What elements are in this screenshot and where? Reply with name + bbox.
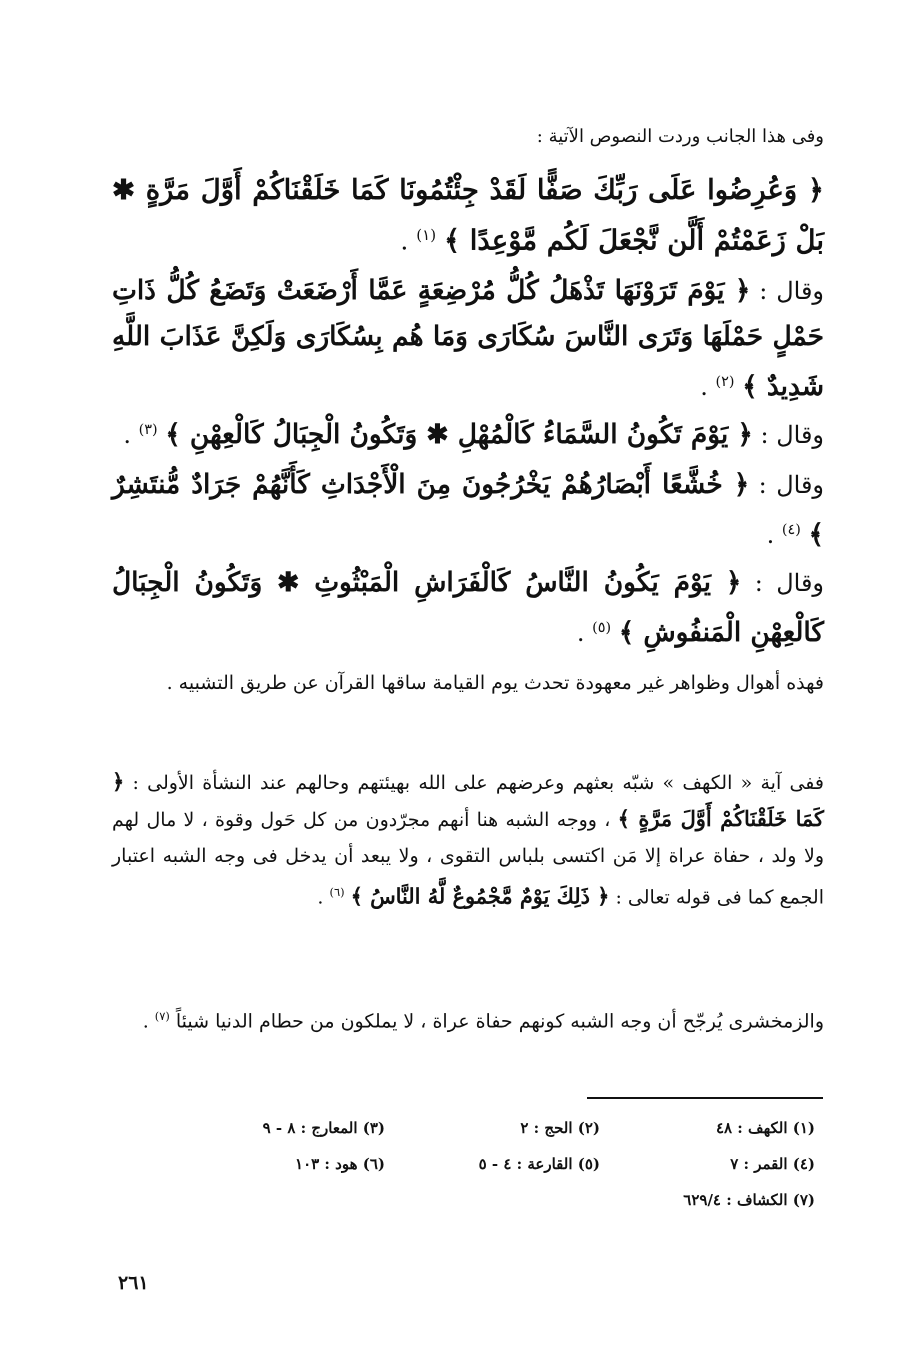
intro-line: وفى هذا الجانب وردت النصوص الآتية : bbox=[536, 126, 824, 147]
footnote-ref: (٣) bbox=[138, 422, 158, 438]
quote-tail: . bbox=[123, 421, 139, 449]
quran-verse: ﴿ يَوْمَ تَكُونُ السَّمَاءُ كَالْمُهْلِ ✱ وَتَكُونُ الْجِبَالُ كَالْعِهْنِ ﴾ bbox=[165, 419, 753, 450]
footnote-entry: (٤) القمر : ٧ bbox=[730, 1155, 815, 1173]
quote-lead: وقال : bbox=[749, 471, 825, 499]
footnote-ref: (٦) bbox=[329, 885, 345, 899]
footnote-entry bbox=[170, 1182, 385, 1218]
quote-tail: . bbox=[766, 521, 782, 549]
footnote-entry: (١) الكهف : ٤٨ bbox=[715, 1119, 815, 1137]
quote-tail: . bbox=[576, 619, 593, 647]
quote-tail: . bbox=[700, 373, 716, 401]
quote-lead: وقال : bbox=[750, 277, 825, 305]
paragraph-zamakhshari bbox=[112, 996, 824, 1041]
quote-block-2 bbox=[102, 268, 825, 410]
footnote-entry bbox=[385, 1182, 600, 1218]
quote-lead: وقال : bbox=[752, 421, 824, 449]
quote-block-1 bbox=[102, 168, 824, 263]
paragraph-text: ، ووجه الشبه هنا أنهم مجرّدون من كل حَول وقوة ، لا مال لهم ولا ولد ، حفاة عراة إلا مَن اكتسى بلباس التقوى ، ولا يبعد أن يدخل فى وجه الشبه اعتبار الجمع كما فى قوله تعالى : bbox=[105, 809, 824, 909]
footnotes bbox=[170, 1110, 815, 1218]
paragraph-kahf bbox=[104, 764, 824, 915]
footnote-entry: (٥) القارعة : ٤ - ٥ bbox=[478, 1155, 600, 1173]
footnote-ref: (٢) bbox=[715, 374, 735, 390]
paragraph-text: والزمخشرى يُرجّح أن وجه الشبه كونهم حفاة عراة ، لا يملكون من حطام الدنيا شيئاً bbox=[175, 1010, 824, 1033]
footnote-ref: (٤) bbox=[781, 522, 801, 538]
quran-verse: ﴿ يَوْمَ يَكُونُ النَّاسُ كَالْفَرَاشِ الْمَبْثُوثِ ✱ وَتَكُونُ الْجِبَالُ كَالْعِهْنِ الْمَنفُوشِ ﴾ bbox=[102, 567, 824, 648]
footnote-row bbox=[170, 1146, 815, 1182]
footnote-row bbox=[170, 1182, 815, 1218]
paragraph-text: ففى آية « الكهف » شبّه بعثهم وعرضهم على الله بهيئتهم وحالهم عند النشأة الأولى : bbox=[124, 772, 824, 794]
quran-verse: ﴿ خُشَّعًا أَبْصَارُهُمْ يَخْرُجُونَ مِنَ الْأَجْدَاثِ كَأَنَّهُمْ جَرَادٌ مُّنتَشِرٌ ﴾ bbox=[102, 469, 824, 550]
quran-verse: ﴿ يَوْمَ تَرَوْنَهَا تَذْهَلُ كُلُّ مُرْضِعَةٍ عَمَّا أَرْضَعَتْ وَتَضَعُ كُلُّ ذَاتِ حَمْلٍ حَمْلَهَا وَتَرَى النَّاسَ سُكَارَى وَمَا هُم بِسُكَارَى وَلَكِنَّ عَذَابَ اللَّهِ شَدِيدٌ ﴾ bbox=[102, 275, 824, 402]
quran-verse: ﴿ وَعُرِضُوا عَلَى رَبِّكَ صَفًّا لَقَدْ جِئْتُمُونَا كَمَا خَلَقْنَاكُمْ أَوَّلَ مَرَّةٍ ✱ بَلْ زَعَمْتُمْ أَلَّن نَّجْعَلَ لَكُم مَّوْعِدًا ﴾ bbox=[102, 174, 824, 257]
paragraph-tail: . bbox=[142, 1010, 155, 1033]
paragraph-tail: . bbox=[317, 886, 330, 909]
quote-block-4 bbox=[102, 462, 825, 558]
quote-block-5 bbox=[102, 560, 825, 656]
quran-verse: ﴿ كَمَا خَلَقْنَاكُمْ أَوَّلَ مَرَّةٍ ﴾ bbox=[104, 769, 824, 831]
page-number: ٢٦١ bbox=[118, 1272, 149, 1294]
footnote-entry: (٦) هود : ١٠٣ bbox=[295, 1155, 385, 1173]
quran-verse: ﴿ ذَلِكَ يَوْمٌ مَّجْمُوعٌ لَّهُ النَّاسُ ﴾ bbox=[350, 883, 610, 909]
quote-block-3 bbox=[112, 408, 824, 458]
footnote-entry: (٣) المعارج : ٨ - ٩ bbox=[262, 1119, 385, 1137]
paragraph-summary: فهذه أهوال وظواهر غير معهودة تحدث يوم القيامة ساقها القرآن عن طريق التشبيه . bbox=[166, 672, 824, 694]
quote-tail: . bbox=[400, 226, 417, 256]
footnote-ref: (٥) bbox=[592, 620, 612, 636]
footnote-separator bbox=[587, 1097, 823, 1099]
footnote-ref: (١) bbox=[416, 226, 437, 244]
footnote-ref: (٧) bbox=[154, 1009, 170, 1023]
footnote-entry: (٢) الحج : ٢ bbox=[520, 1119, 600, 1137]
quote-lead: وقال : bbox=[741, 569, 825, 597]
footnote-row bbox=[170, 1110, 815, 1146]
footnote-entry: (٧) الكشاف : ٦٢٩/٤ bbox=[683, 1191, 815, 1209]
